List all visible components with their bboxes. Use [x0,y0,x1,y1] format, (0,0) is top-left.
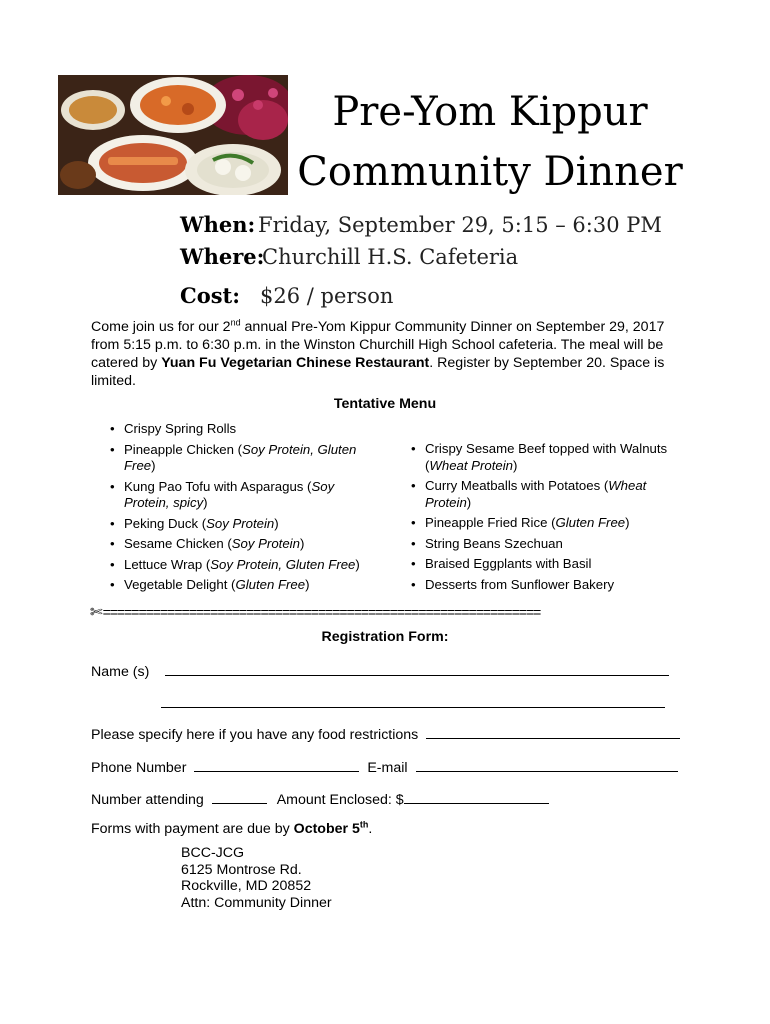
name-field-2[interactable] [161,693,665,708]
food-photo [58,75,288,195]
amount-label: Amount Enclosed: $ [276,792,404,808]
attendance-row [91,789,549,808]
scissors-icon: ✄ [90,604,103,621]
intro-text-2: annual Pre-Yom Kippur Community Dinner on September 29, 2017 from 5:15 p.m. to 6:30 p.m. in the Winston Churchill High School cafeteria. The meal will be catered by [91,319,665,371]
menu-right-list [409,441,694,597]
menu-item: • Crispy Spring Rolls [108,421,378,438]
email-field[interactable] [416,757,678,772]
cut-line [90,603,680,621]
name-row-2 [161,693,665,712]
intro-text-1: Come join us for our 2 [91,319,231,335]
menu-item: • Crispy Sesame Beef topped with Walnuts (Wheat Protein) [409,441,694,474]
cut-rule: ============================================================= [102,604,541,620]
name-label: Name (s) [91,664,150,680]
cost-row [180,283,393,308]
title-line-1: Pre-Yom Kippur [332,89,648,135]
where-value: Churchill H.S. Cafeteria [262,245,519,269]
restrictions-field[interactable] [426,724,680,739]
due-ordinal: th [359,819,369,830]
intro-paragraph [91,318,681,390]
mailing-address [181,845,332,911]
restaurant-name: Yuan Fu Vegetarian Chinese Restaurant [161,355,430,371]
phone-label: Phone Number [91,760,187,776]
amount-field[interactable] [404,789,549,804]
where-row [180,244,518,269]
contact-row [91,757,678,776]
menu-item: • String Beans Szechuan [409,536,694,553]
registration-title: Registration Form: [321,629,449,645]
title-line-2: Community Dinner [297,149,683,195]
restrictions-label: Please specify here if you have any food restrictions [91,727,419,743]
intro-ordinal: nd [230,317,241,328]
when-value: Friday, September 29, 5:15 – 6:30 PM [258,213,662,237]
phone-field[interactable] [194,757,359,772]
menu-item: • Kung Pao Tofu with Asparagus (Soy Protein, spicy) [108,479,378,512]
due-row [91,821,372,837]
restrictions-row [91,724,680,743]
address-line: Attn: Community Dinner [181,894,332,911]
menu-item: • Desserts from Sunflower Bakery [409,577,694,594]
menu-item: • Sesame Chicken (Soy Protein) [108,536,378,553]
menu-item: • Lettuce Wrap (Soy Protein, Gluten Free) [108,557,378,574]
attending-field[interactable] [212,789,267,804]
name-row [91,661,669,680]
where-label: Where: [180,244,265,269]
menu-item: • Braised Eggplants with Basil [409,556,694,573]
menu-item: • Peking Duck (Soy Protein) [108,516,378,533]
when-label: When: [180,212,256,237]
due-end: . [368,821,373,837]
menu-left-list [108,421,378,598]
address-line: 6125 Montrose Rd. [181,861,302,878]
menu-item: • Pineapple Chicken (Soy Protein, Gluten Free) [108,442,378,475]
menu-item: • Pineapple Fried Rice (Gluten Free) [409,515,694,532]
due-date: October 5 [293,821,360,837]
when-row [180,212,662,237]
cost-value: $26 / person [260,284,394,308]
email-label: E-mail [367,760,408,776]
attending-label: Number attending [91,792,204,808]
due-text: Forms with payment are due by [91,821,294,837]
name-field[interactable] [165,661,669,676]
address-line: Rockville, MD 20852 [181,878,312,895]
menu-title: Tentative Menu [333,396,437,412]
menu-item: • Vegetable Delight (Gluten Free) [108,577,378,594]
page-title [290,82,690,202]
intro-text-3: . Register by September 20. Space is limited. [91,355,665,389]
address-line: BCC-JCG [181,845,245,861]
cost-label: Cost: [180,283,240,308]
menu-item: • Curry Meatballs with Potatoes (Wheat Protein) [409,478,694,511]
